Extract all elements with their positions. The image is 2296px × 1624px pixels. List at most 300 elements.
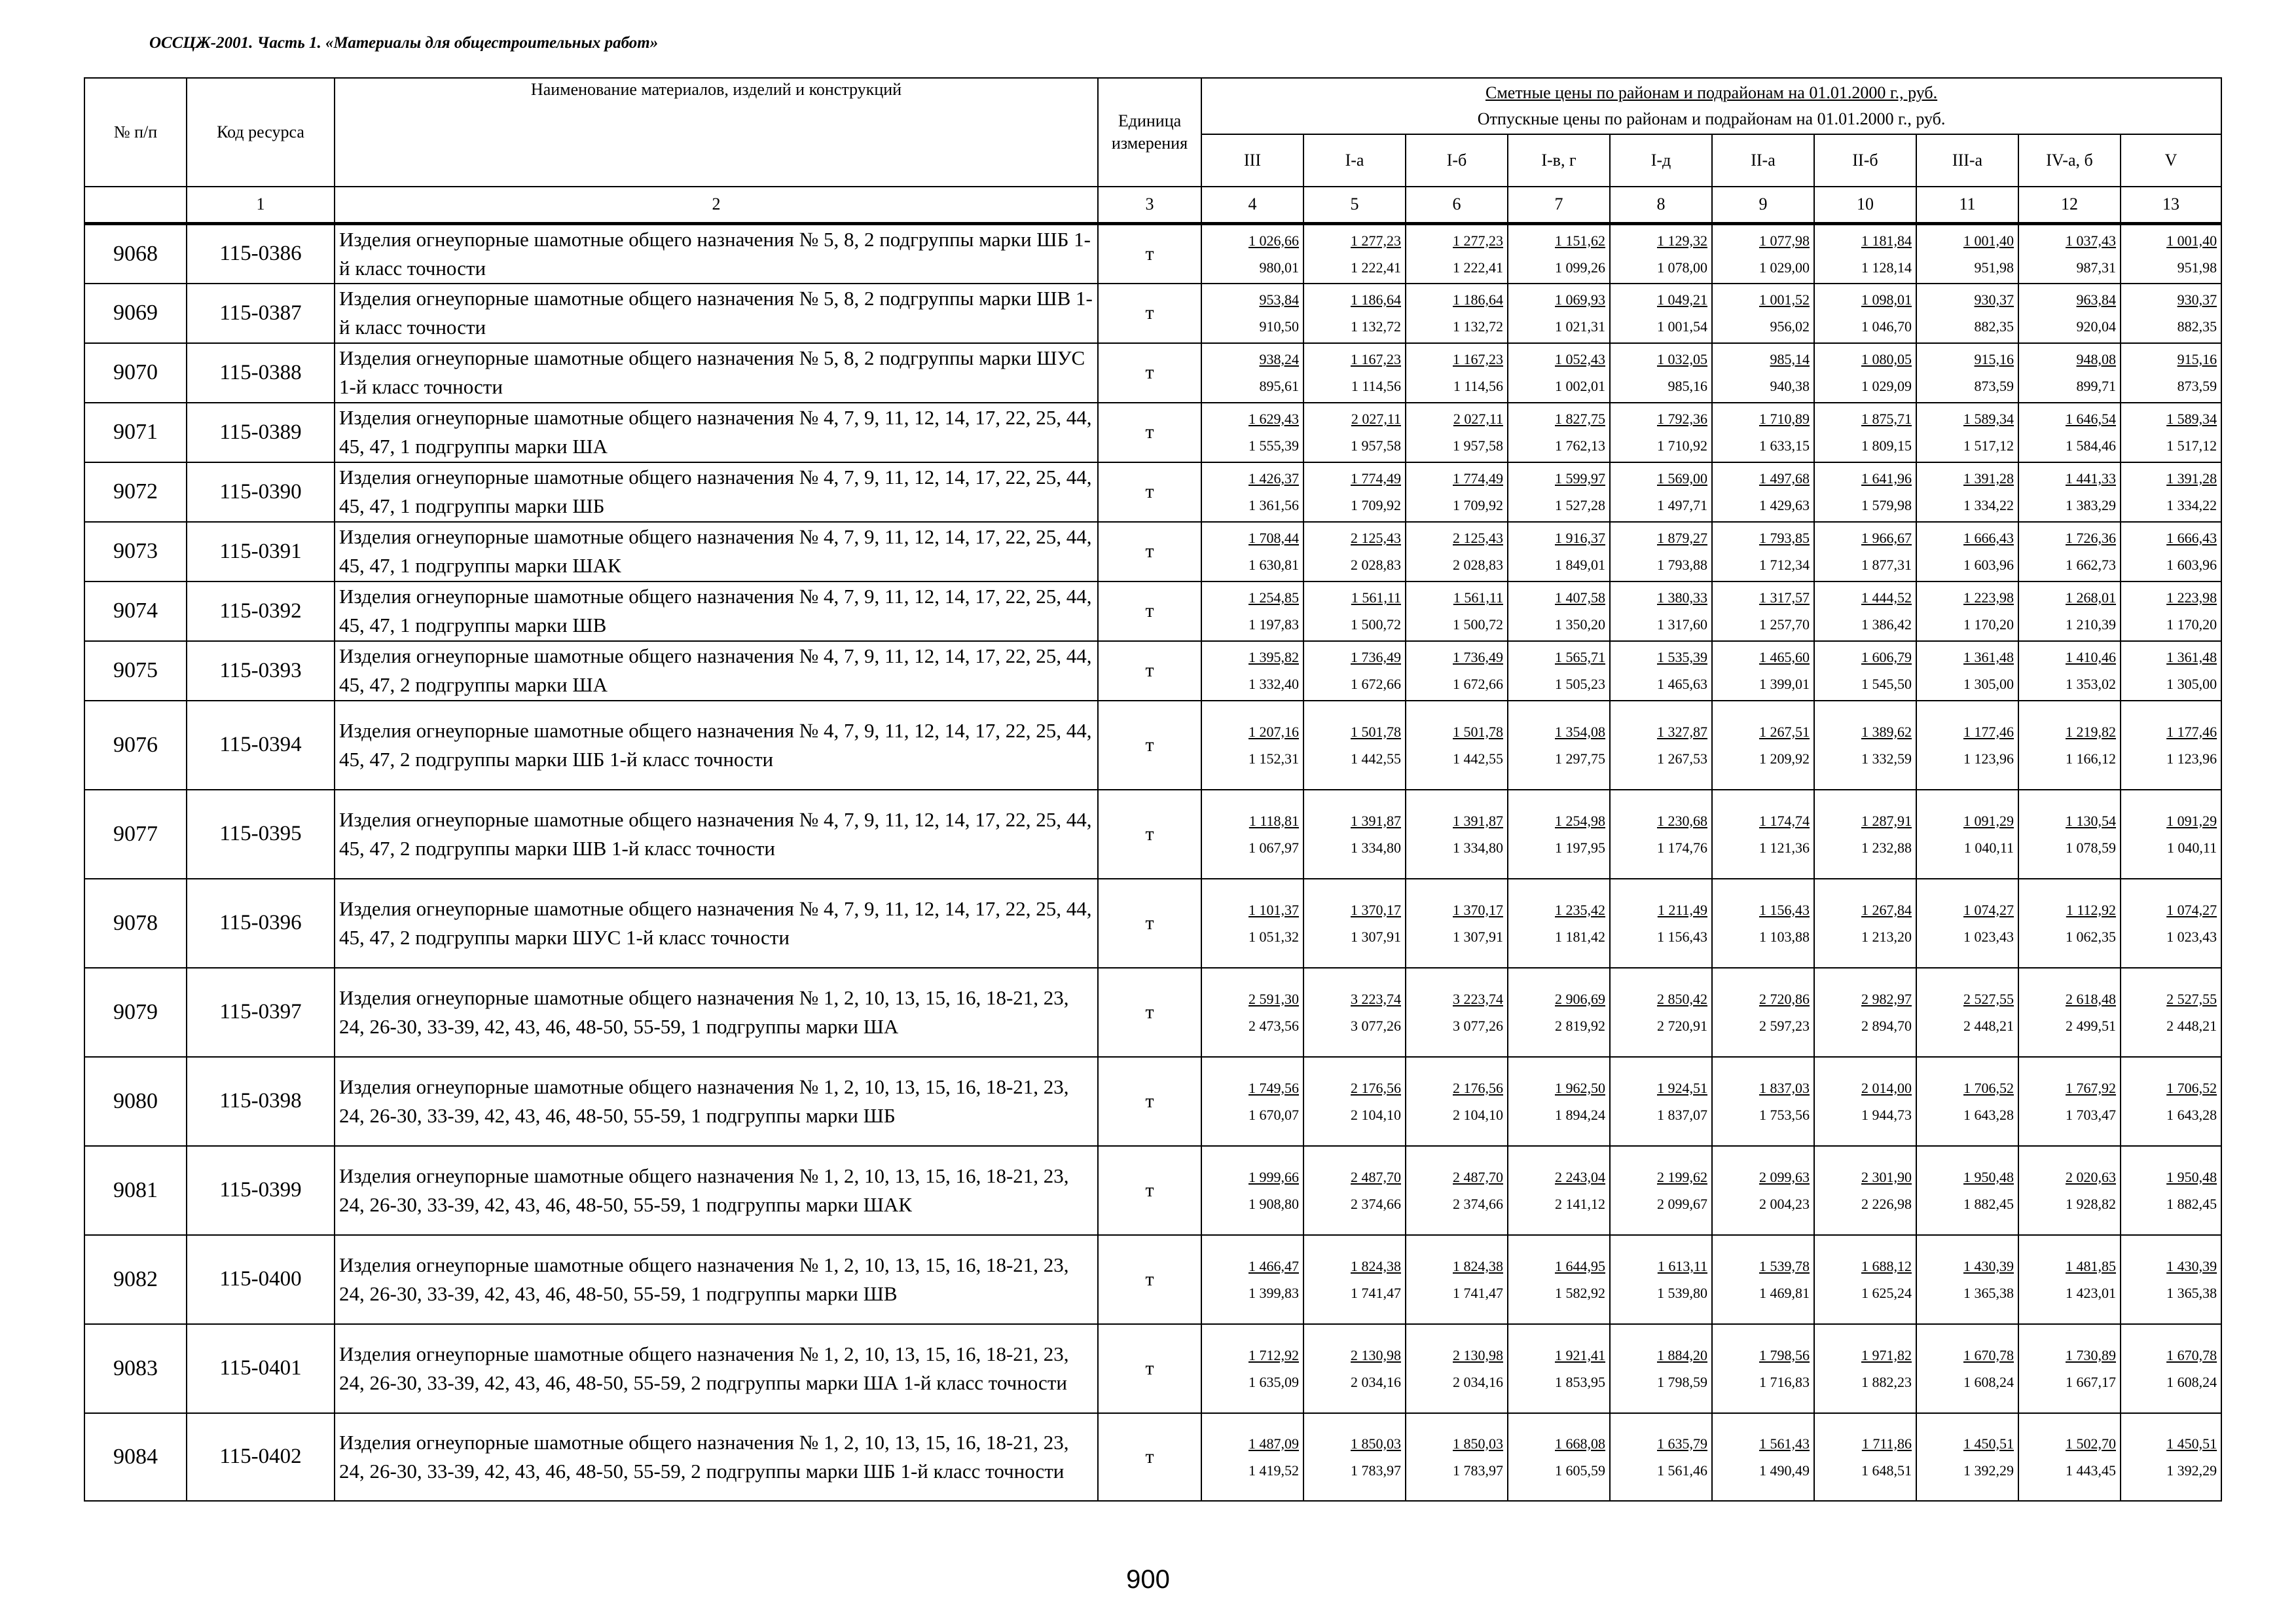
estimate-price: 1 080,05 — [1861, 351, 1912, 367]
price-cell — [1814, 1324, 1916, 1413]
release-price: 1 297,75 — [1555, 750, 1605, 767]
column-number: 6 — [1406, 187, 1508, 223]
row-number: 9076 — [84, 701, 187, 790]
estimate-price: 1 666,43 — [1963, 530, 2014, 546]
estimate-price: 1 706,52 — [2166, 1079, 2217, 1096]
estimate-price: 1 850,03 — [1453, 1435, 1503, 1452]
column-number: 12 — [2018, 187, 2121, 223]
price-cell — [1712, 1146, 1814, 1235]
region-header: I-б — [1406, 134, 1508, 187]
table-row — [84, 1324, 2221, 1413]
release-price: 2 473,56 — [1248, 1017, 1299, 1034]
price-cell — [1303, 223, 1406, 284]
header-prices — [1201, 78, 2221, 134]
estimate-price: 1 711,86 — [1861, 1435, 1912, 1452]
release-price: 1 103,88 — [1759, 928, 1810, 945]
estimate-price: 2 027,11 — [1351, 411, 1401, 427]
estimate-price: 1 726,36 — [2066, 530, 2116, 546]
column-number: 11 — [1916, 187, 2018, 223]
price-cell — [1610, 968, 1712, 1057]
unit-of-measure: т — [1098, 879, 1201, 968]
release-price: 2 104,10 — [1351, 1106, 1401, 1123]
resource-code: 115-0398 — [187, 1057, 335, 1146]
estimate-price: 1 670,78 — [2166, 1346, 2217, 1363]
price-cell — [1303, 1057, 1406, 1146]
estimate-price: 2 243,04 — [1555, 1168, 1605, 1185]
unit-of-measure: т — [1098, 1324, 1201, 1413]
release-price: 1 257,70 — [1759, 616, 1810, 633]
release-price: 2 028,83 — [1453, 557, 1503, 573]
release-price: 1 753,56 — [1759, 1106, 1810, 1123]
estimate-price: 1 824,38 — [1351, 1257, 1401, 1274]
price-cell — [1303, 581, 1406, 641]
release-price: 2 597,23 — [1759, 1017, 1810, 1034]
release-price: 1 166,12 — [2066, 750, 2116, 767]
price-cell — [1508, 284, 1610, 343]
price-cell — [2018, 1413, 2121, 1501]
price-cell — [2121, 1324, 2221, 1413]
release-price: 1 490,49 — [1759, 1462, 1810, 1479]
estimate-price: 1 450,51 — [1963, 1435, 2014, 1452]
release-price: 1 332,59 — [1861, 750, 1912, 767]
table-body — [84, 223, 2221, 1501]
release-price: 1 670,07 — [1248, 1106, 1299, 1123]
estimate-price: 1 254,85 — [1248, 589, 1299, 606]
estimate-price: 1 207,16 — [1248, 723, 1299, 740]
price-cell — [1916, 1057, 2018, 1146]
release-price: 1 672,66 — [1351, 676, 1401, 692]
price-cell — [1201, 1413, 1303, 1501]
estimate-price: 1 287,91 — [1861, 812, 1912, 829]
price-cell — [1712, 641, 1814, 701]
price-cell — [1201, 641, 1303, 701]
estimate-price: 1 502,70 — [2066, 1435, 2116, 1452]
estimate-price: 1 589,34 — [2166, 411, 2217, 427]
release-price: 1 419,52 — [1248, 1462, 1299, 1479]
price-cell — [1508, 1057, 1610, 1146]
price-cell — [2018, 701, 2121, 790]
release-price: 1 849,01 — [1555, 557, 1605, 573]
estimate-price: 1 481,85 — [2066, 1257, 2116, 1274]
release-price: 1 633,15 — [1759, 437, 1810, 454]
row-number: 9070 — [84, 343, 187, 403]
release-price: 882,35 — [2177, 318, 2217, 335]
release-price: 1 944,73 — [1861, 1106, 1912, 1123]
estimate-price: 1 539,78 — [1759, 1257, 1810, 1274]
material-name: Изделия огнеупорные шамотные общего назначения № 5, 8, 2 подгруппы марки ШУС 1-й класс точности — [335, 343, 1098, 403]
estimate-price: 1 606,79 — [1861, 649, 1912, 665]
release-price: 1 608,24 — [1963, 1373, 2014, 1390]
estimate-price: 1 837,03 — [1759, 1079, 1810, 1096]
price-cell — [1201, 223, 1303, 284]
price-cell — [1406, 1235, 1508, 1324]
price-cell — [1201, 284, 1303, 343]
release-price: 1 365,38 — [1963, 1284, 2014, 1301]
price-cell — [1610, 641, 1712, 701]
header-code: Код ресурса — [187, 78, 335, 187]
page-number: 900 — [1126, 1565, 1170, 1594]
price-cell — [2018, 581, 2121, 641]
estimate-price: 1 074,27 — [1963, 901, 2014, 918]
estimate-price: 2 014,00 — [1861, 1079, 1912, 1096]
release-price: 1 500,72 — [1453, 616, 1503, 633]
material-name: Изделия огнеупорные шамотные общего назначения № 4, 7, 9, 11, 12, 14, 17, 22, 25, 44, 45, 47, 1 подгруппы марки ША — [335, 403, 1098, 462]
release-price: 2 099,67 — [1657, 1195, 1707, 1212]
price-cell — [1712, 343, 1814, 403]
price-cell — [1916, 879, 2018, 968]
release-price: 1 222,41 — [1351, 259, 1401, 276]
price-cell — [1814, 790, 1916, 879]
release-price: 1 605,59 — [1555, 1462, 1605, 1479]
estimate-price: 1 223,98 — [2166, 589, 2217, 606]
price-cell — [1201, 522, 1303, 581]
row-number: 9073 — [84, 522, 187, 581]
unit-of-measure: т — [1098, 581, 1201, 641]
release-price: 1 040,11 — [2166, 839, 2217, 856]
resource-code: 115-0393 — [187, 641, 335, 701]
release-price: 873,59 — [1974, 378, 2014, 394]
estimate-price: 2 130,98 — [1453, 1346, 1503, 1363]
price-cell — [2018, 462, 2121, 522]
release-price: 1 365,38 — [2166, 1284, 2217, 1301]
estimate-price: 1 181,84 — [1861, 232, 1912, 249]
header-estimate-prices: Сметные цены по районам и подрайонам на 01.01.2000 г., руб. — [1485, 83, 1938, 102]
release-price: 1 078,59 — [2066, 839, 2116, 856]
release-price: 1 078,00 — [1657, 259, 1707, 276]
material-name: Изделия огнеупорные шамотные общего назначения № 4, 7, 9, 11, 12, 14, 17, 22, 25, 44, 45, 47, 2 подгруппы марки ШБ 1-й класс точности — [335, 701, 1098, 790]
price-cell — [1406, 790, 1508, 879]
estimate-price: 1 267,84 — [1861, 901, 1912, 918]
price-cell — [2018, 1324, 2121, 1413]
release-price: 1 232,88 — [1861, 839, 1912, 856]
table-row — [84, 284, 2221, 343]
estimate-price: 1 466,47 — [1248, 1257, 1299, 1274]
estimate-price: 1 444,52 — [1861, 589, 1912, 606]
release-price: 1 170,20 — [2166, 616, 2217, 633]
price-cell — [1406, 522, 1508, 581]
estimate-price: 1 501,78 — [1351, 723, 1401, 740]
resource-code: 115-0401 — [187, 1324, 335, 1413]
release-price: 1 584,46 — [2066, 437, 2116, 454]
resource-code: 115-0396 — [187, 879, 335, 968]
price-cell — [2018, 1057, 2121, 1146]
estimate-price: 1 916,37 — [1555, 530, 1605, 546]
estimate-price: 1 327,87 — [1657, 723, 1707, 740]
material-name: Изделия огнеупорные шамотные общего назначения № 4, 7, 9, 11, 12, 14, 17, 22, 25, 44, 45, 47, 1 подгруппы марки ШБ — [335, 462, 1098, 522]
release-price: 1 630,81 — [1248, 557, 1299, 573]
table-row — [84, 522, 2221, 581]
estimate-price: 1 749,56 — [1248, 1079, 1299, 1096]
estimate-price: 1 430,39 — [2166, 1257, 2217, 1274]
price-cell — [1508, 581, 1610, 641]
estimate-price: 1 129,32 — [1657, 232, 1707, 249]
release-price: 1 783,97 — [1453, 1462, 1503, 1479]
estimate-price: 2 176,56 — [1351, 1079, 1401, 1096]
resource-code: 115-0392 — [187, 581, 335, 641]
header-no: № п/п — [84, 78, 187, 187]
estimate-price: 2 591,30 — [1248, 990, 1299, 1007]
release-price: 1 307,91 — [1453, 928, 1503, 945]
estimate-price: 1 230,68 — [1657, 812, 1707, 829]
release-price: 1 114,56 — [1453, 378, 1503, 394]
estimate-price: 1 370,17 — [1351, 901, 1401, 918]
release-price: 1 603,96 — [1963, 557, 2014, 573]
estimate-price: 1 710,89 — [1759, 411, 1810, 427]
estimate-price: 1 450,51 — [2166, 1435, 2217, 1452]
release-price: 1 793,88 — [1657, 557, 1707, 573]
release-price: 1 399,83 — [1248, 1284, 1299, 1301]
release-price: 1 957,58 — [1453, 437, 1503, 454]
estimate-price: 963,84 — [2076, 291, 2116, 308]
price-cell — [1814, 343, 1916, 403]
price-cell — [1712, 462, 1814, 522]
estimate-price: 1 177,46 — [1963, 723, 2014, 740]
price-cell — [1610, 462, 1712, 522]
release-price: 1 882,23 — [1861, 1373, 1912, 1390]
price-cell — [1303, 968, 1406, 1057]
price-cell — [1303, 462, 1406, 522]
release-price: 1 703,47 — [2066, 1106, 2116, 1123]
resource-code: 115-0400 — [187, 1235, 335, 1324]
estimate-price: 3 223,74 — [1351, 990, 1401, 1007]
estimate-price: 2 618,48 — [2066, 990, 2116, 1007]
price-cell — [1916, 641, 2018, 701]
estimate-price: 915,16 — [1974, 351, 2014, 367]
price-cell — [1508, 522, 1610, 581]
price-cell — [1508, 790, 1610, 879]
material-name: Изделия огнеупорные шамотные общего назначения № 4, 7, 9, 11, 12, 14, 17, 22, 25, 44, 45, 47, 1 подгруппы марки ШВ — [335, 581, 1098, 641]
resource-code: 115-0388 — [187, 343, 335, 403]
price-cell — [1610, 403, 1712, 462]
estimate-price: 2 487,70 — [1351, 1168, 1401, 1185]
estimate-price: 2 850,42 — [1657, 990, 1707, 1007]
price-cell — [1916, 968, 2018, 1057]
price-cell — [1303, 284, 1406, 343]
estimate-price: 1 629,43 — [1248, 411, 1299, 427]
price-cell — [1712, 1235, 1814, 1324]
release-price: 1 132,72 — [1351, 318, 1401, 335]
material-name: Изделия огнеупорные шамотные общего назначения № 4, 7, 9, 11, 12, 14, 17, 22, 25, 44, 45, 47, 2 подгруппы марки ША — [335, 641, 1098, 701]
release-price: 1 882,45 — [2166, 1195, 2217, 1212]
price-cell — [1814, 879, 1916, 968]
release-price: 1 555,39 — [1248, 437, 1299, 454]
estimate-price: 1 267,51 — [1759, 723, 1810, 740]
header-unit: Единица измерения — [1098, 78, 1201, 187]
release-price: 873,59 — [2177, 378, 2217, 394]
estimate-price: 2 099,63 — [1759, 1168, 1810, 1185]
estimate-price: 2 125,43 — [1351, 530, 1401, 546]
price-cell — [2018, 641, 2121, 701]
release-price: 1 442,55 — [1453, 750, 1503, 767]
release-price: 1 121,36 — [1759, 839, 1810, 856]
row-number: 9072 — [84, 462, 187, 522]
region-header: IV-а, б — [2018, 134, 2121, 187]
estimate-price: 2 176,56 — [1453, 1079, 1503, 1096]
price-cell — [1508, 1235, 1610, 1324]
column-number: 7 — [1508, 187, 1610, 223]
release-price: 1 114,56 — [1351, 378, 1401, 394]
estimate-price: 1 091,29 — [1963, 812, 2014, 829]
price-table — [84, 77, 2222, 1502]
estimate-price: 1 069,93 — [1555, 291, 1605, 308]
price-cell — [1814, 1413, 1916, 1501]
estimate-price: 1 497,68 — [1759, 470, 1810, 487]
price-cell — [2018, 223, 2121, 284]
price-cell — [1201, 790, 1303, 879]
release-price: 1 213,20 — [1861, 928, 1912, 945]
estimate-price: 2 130,98 — [1351, 1346, 1401, 1363]
release-price: 951,98 — [2177, 259, 2217, 276]
unit-of-measure: т — [1098, 522, 1201, 581]
release-price: 1 181,42 — [1555, 928, 1605, 945]
release-price: 1 305,00 — [2166, 676, 2217, 692]
release-price: 1 197,95 — [1555, 839, 1605, 856]
column-number: 3 — [1098, 187, 1201, 223]
price-cell — [1610, 1146, 1712, 1235]
price-cell — [1201, 1146, 1303, 1235]
release-price: 1 099,26 — [1555, 259, 1605, 276]
release-price: 1 317,60 — [1657, 616, 1707, 633]
price-cell — [1406, 284, 1508, 343]
price-cell — [1712, 790, 1814, 879]
estimate-price: 1 174,74 — [1759, 812, 1810, 829]
release-price: 1 197,83 — [1248, 616, 1299, 633]
release-price: 1 267,53 — [1657, 750, 1707, 767]
estimate-price: 1 465,60 — [1759, 649, 1810, 665]
resource-code: 115-0402 — [187, 1413, 335, 1501]
price-cell — [2018, 522, 2121, 581]
unit-of-measure: т — [1098, 790, 1201, 879]
resource-code: 115-0395 — [187, 790, 335, 879]
row-number: 9084 — [84, 1413, 187, 1501]
price-cell — [1712, 522, 1814, 581]
resource-code: 115-0399 — [187, 1146, 335, 1235]
price-cell — [2121, 284, 2221, 343]
estimate-price: 1 644,95 — [1555, 1257, 1605, 1274]
estimate-price: 1 223,98 — [1963, 589, 2014, 606]
release-price: 1 383,29 — [2066, 497, 2116, 513]
price-cell — [1610, 1057, 1712, 1146]
table-row — [84, 1235, 2221, 1324]
price-cell — [1303, 522, 1406, 581]
estimate-price: 2 301,90 — [1861, 1168, 1912, 1185]
price-cell — [2121, 223, 2221, 284]
estimate-price: 1 354,08 — [1555, 723, 1605, 740]
release-price: 1 002,01 — [1555, 378, 1605, 394]
price-cell — [1814, 223, 1916, 284]
price-cell — [1303, 701, 1406, 790]
estimate-price: 1 151,62 — [1555, 232, 1605, 249]
estimate-price: 1 098,01 — [1861, 291, 1912, 308]
release-price: 1 469,81 — [1759, 1284, 1810, 1301]
price-cell — [1610, 1413, 1712, 1501]
price-cell — [1916, 403, 2018, 462]
price-cell — [1916, 581, 2018, 641]
price-cell — [1508, 701, 1610, 790]
release-price: 985,16 — [1667, 378, 1707, 394]
price-cell — [1201, 462, 1303, 522]
price-cell — [2121, 1057, 2221, 1146]
region-header: III — [1201, 134, 1303, 187]
release-price: 882,35 — [1974, 318, 2014, 335]
release-price: 1 625,24 — [1861, 1284, 1912, 1301]
release-price: 1 672,66 — [1453, 676, 1503, 692]
price-cell — [1610, 1235, 1712, 1324]
row-number: 9080 — [84, 1057, 187, 1146]
price-cell — [1814, 284, 1916, 343]
row-number: 9074 — [84, 581, 187, 641]
estimate-price: 1 001,40 — [1963, 232, 2014, 249]
price-cell — [1610, 701, 1712, 790]
price-cell — [1201, 343, 1303, 403]
row-number: 9068 — [84, 223, 187, 284]
release-price: 1 741,47 — [1351, 1284, 1401, 1301]
column-number: 8 — [1610, 187, 1712, 223]
table-row — [84, 581, 2221, 641]
release-price: 1 170,20 — [1963, 616, 2014, 633]
release-price: 1 667,17 — [2066, 1373, 2116, 1390]
region-header: I-д — [1610, 134, 1712, 187]
release-price: 1 399,01 — [1759, 676, 1810, 692]
unit-of-measure: т — [1098, 1146, 1201, 1235]
price-cell — [1814, 522, 1916, 581]
release-price: 1 423,01 — [2066, 1284, 2116, 1301]
release-price: 1 798,59 — [1657, 1373, 1707, 1390]
price-cell — [2121, 701, 2221, 790]
estimate-price: 1 426,37 — [1248, 470, 1299, 487]
estimate-price: 1 827,75 — [1555, 411, 1605, 427]
estimate-price: 1 774,49 — [1453, 470, 1503, 487]
price-cell — [1303, 343, 1406, 403]
price-cell — [1712, 1057, 1814, 1146]
estimate-price: 1 317,57 — [1759, 589, 1810, 606]
estimate-price: 1 118,81 — [1248, 812, 1299, 829]
unit-of-measure: т — [1098, 223, 1201, 284]
release-price: 1 709,92 — [1453, 497, 1503, 513]
price-cell — [1610, 581, 1712, 641]
document-header: ОССЦЖ-2001. Часть 1. «Материалы для общестроительных работ» — [149, 34, 659, 52]
price-cell — [1303, 1413, 1406, 1501]
release-price: 956,02 — [1770, 318, 1810, 335]
column-number: 10 — [1814, 187, 1916, 223]
material-name: Изделия огнеупорные шамотные общего назначения № 1, 2, 10, 13, 15, 16, 18-21, 23, 24, 26-30, 33-39, 42, 43, 46, 48-50, 55-59, 2 подгруппы марки ША 1-й класс точности — [335, 1324, 1098, 1413]
estimate-price: 1 026,66 — [1248, 232, 1299, 249]
estimate-price: 3 223,74 — [1453, 990, 1503, 1007]
estimate-price: 1 391,87 — [1453, 812, 1503, 829]
estimate-price: 1 361,48 — [2166, 649, 2217, 665]
release-price: 1 505,23 — [1555, 676, 1605, 692]
release-price: 2 499,51 — [2066, 1017, 2116, 1034]
table-row — [84, 462, 2221, 522]
estimate-price: 948,08 — [2076, 351, 2116, 367]
material-name: Изделия огнеупорные шамотные общего назначения № 4, 7, 9, 11, 12, 14, 17, 22, 25, 44, 45, 47, 2 подгруппы марки ШУС 1-й класс точности — [335, 879, 1098, 968]
estimate-price: 1 370,17 — [1453, 901, 1503, 918]
estimate-price: 1 130,54 — [2066, 812, 2116, 829]
price-cell — [1712, 403, 1814, 462]
price-cell — [2018, 968, 2121, 1057]
estimate-price: 1 589,34 — [1963, 411, 2014, 427]
estimate-price: 1 407,58 — [1555, 589, 1605, 606]
release-price: 1 029,09 — [1861, 378, 1912, 394]
column-number: 5 — [1303, 187, 1406, 223]
release-price: 1 643,28 — [2166, 1106, 2217, 1123]
unit-of-measure: т — [1098, 403, 1201, 462]
release-price: 899,71 — [2076, 378, 2116, 394]
estimate-price: 1 708,44 — [1248, 530, 1299, 546]
table-row — [84, 1413, 2221, 1501]
estimate-price: 1 167,23 — [1453, 351, 1503, 367]
release-price: 1 023,43 — [2166, 928, 2217, 945]
